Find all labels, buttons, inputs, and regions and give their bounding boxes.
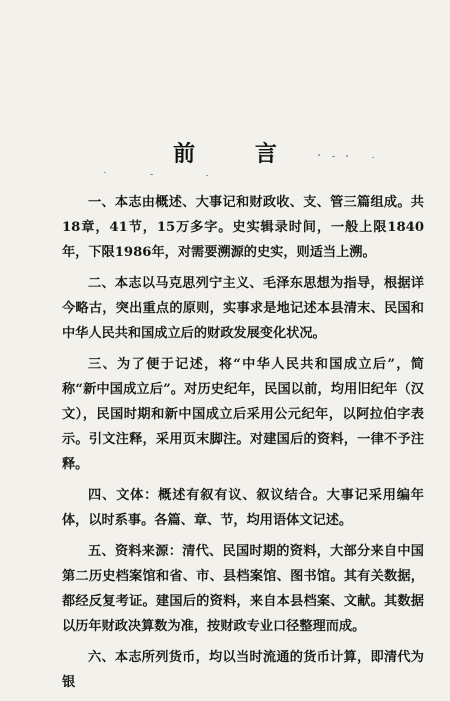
paragraph-6: 六、本志所列货币，均以当时流通的货币计算，即清代为银 (62, 650, 424, 690)
paragraph-1: 一、本志由概述、大事记和财政收、支、管三篇组成。共18章，41节，15万多字。史实辑录时间，一般上限1840年，下限1986年，对需要溯源的史实，则适当上溯。 (62, 195, 424, 260)
preface-body (62, 190, 424, 701)
paragraph-5: 五、资料来源：清代、民国时期的资料，大部分来自中国第二历史档案馆和省、市、县档案馆、图书馆。其有关数据，都经反复考证。建国后的资料，来自本县档案、文献。其数据以历年财政决算数为准，按财政专业口径整理而成。 (62, 544, 424, 634)
scan-speck (150, 174, 153, 175)
paragraph-4: 四、文体：概述有叙有议、叙议结合。大事记采用编年体，以时系事。各篇、章、节，均用语体文记述。 (62, 488, 424, 528)
paragraph-2: 二、本志以马克思列宁主义、毛泽东思想为指导，根据详今略古，突出重点的原则，实事求是地记述本县清末、民国和中华人民共和国成立后的财政发展变化状况。 (62, 276, 424, 341)
scan-speck (104, 172, 106, 173)
page-title: 前 言 (173, 141, 303, 167)
paragraph-3: 三、为了便于记述，将“中华人民共和国成立后”，简称“新中国成立后”。对历史纪年，民国以前，均用旧纪年（汉文），民国时期和新中国成立后采用公元纪年，以阿拉伯字表示。引文注释，采用页末脚注。对建国后的资料，一律不予注释。 (62, 357, 424, 472)
scan-speck (206, 175, 208, 176)
